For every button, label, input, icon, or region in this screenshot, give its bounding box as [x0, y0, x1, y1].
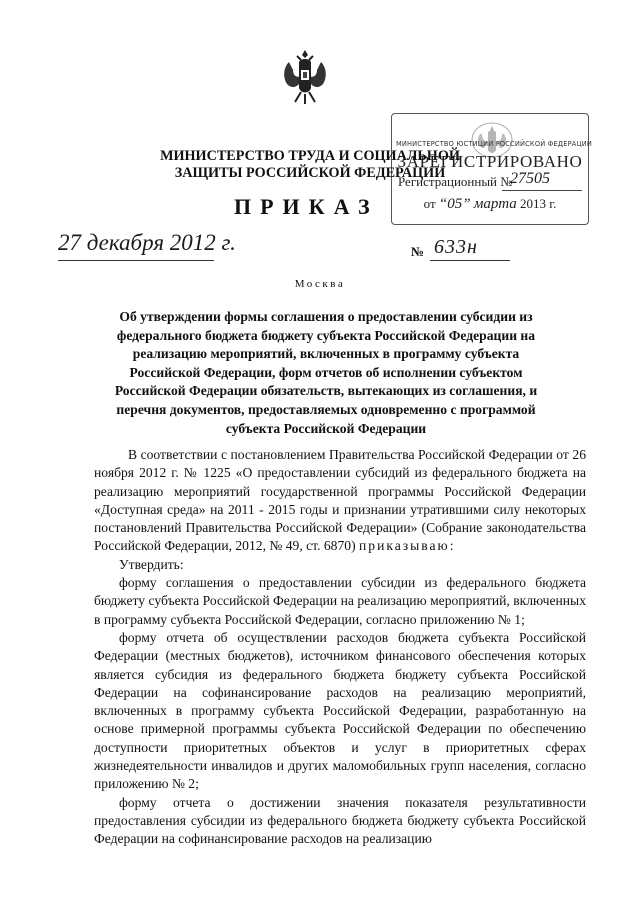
- order-number-underline: [430, 260, 510, 261]
- stamp-date-month: марта: [473, 196, 517, 212]
- stamp-registration-underline: [502, 190, 582, 191]
- order-date-underline: [58, 260, 214, 261]
- stamp-date-prefix: от: [423, 196, 436, 211]
- document-title: Об утверждении формы соглашения о предоставлении субсидии из федерального бюджета бюджету субъекта Российской Федерации на реализацию мероприятий, включенных в программу субъекта Российской Федерации, форм отчетов об исполнении субъектом Российской Федерации обязательств, вытекающих из соглашения, и перечня документов, предоставляемых одновременно с программой субъекта Российской Федерации: [114, 309, 538, 436]
- body-paragraph-4: форму отчета об осуществлении расходов бюджета субъекта Российской Федерации (местных бюджетов), источником финансового обеспечения которых является субсидия из федерального бюджета бюджету субъекта Российской Федерации на софинансирование расходов на реализацию мероприятий, включенных в программу субъекта Российской Федерации, разработанную на основе примерной программы субъекта Российской Федерации по обеспечению доступности приоритетных объектов и услуг в приоритетных сферах жизнедеятельности инвалидов и других маломобильных групп населения, согласно приложению № 2;: [94, 629, 586, 792]
- coat-of-arms-emblem: [281, 48, 329, 106]
- stamp-registration-label: Регистрационный №: [398, 174, 513, 189]
- order-date: 27 декабря 2012 г.: [58, 230, 236, 255]
- stamp-title: ЗАРЕГИСТРИРОВАНО: [397, 152, 583, 171]
- body-paragraph-3: форму соглашения о предоставлении субсидии из федерального бюджета бюджету субъекта Российской Федерации на реализацию мероприятий, включенных в программу субъекта Российской Федерации, согласно приложению № 1;: [94, 575, 586, 627]
- stamp-date-year: 2013 г.: [519, 196, 557, 211]
- body-paragraph-1: [94, 446, 586, 556]
- stamp-date: [392, 196, 588, 213]
- stamp-registration-number: 27505: [510, 170, 550, 187]
- order-body: [94, 446, 586, 849]
- order-title: ПРИКАЗ: [234, 194, 379, 219]
- stamp-date-day: “05”: [438, 196, 471, 212]
- ministry-name: МИНИСТЕРСТВО ТРУДА И СОЦИАЛЬНОЙ ЗАЩИТЫ РОССИЙСКОЙ ФЕДЕРАЦИИ: [160, 148, 460, 181]
- body-paragraph-2: Утвердить:: [119, 556, 184, 572]
- stamp-ministry-text: МИНИСТЕРСТВО ЮСТИЦИИ РОССИЙСКОЙ ФЕДЕРАЦИИ: [396, 140, 593, 148]
- city: Москва: [294, 278, 346, 290]
- order-number-label: №: [411, 244, 425, 259]
- body-paragraph-5: форму отчета о достижении значения показателя результативности предоставления субсидии из федерального бюджета бюджету субъекта Российской Федерации на софинансирование расходов на реализацию: [94, 794, 586, 847]
- body-paragraph-1-text: В соответствии с постановлением Правительства Российской Федерации от 26 ноября 2012 г. № 1225 «О предоставлении субсидий из федерального бюджета на реализацию мероприятий государственной программы Российской Федерации «Доступная среда» на 2011 - 2015 годы и признании утратившими силу некоторых постановлений Правительства Российской Федерации» (Собрание законодательства Российской Федерации, 2012, № 49, ст. 6870): [94, 447, 586, 554]
- order-number: 633н: [434, 236, 478, 258]
- order-command: приказываю:: [359, 538, 456, 554]
